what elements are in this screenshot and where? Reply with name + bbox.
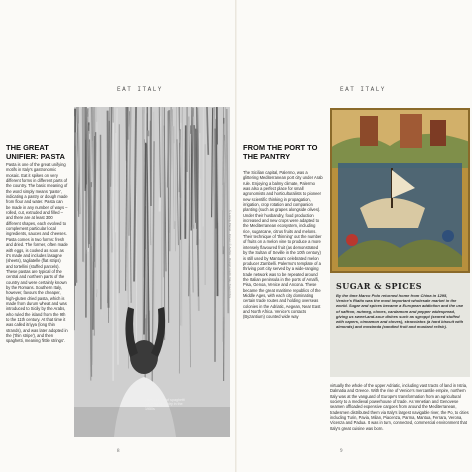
book-gutter	[235, 0, 237, 472]
spaghetti-photo-art	[74, 107, 230, 437]
body-text-trade	[330, 383, 470, 463]
sidebar-box-sugar-spices	[330, 273, 470, 377]
running-head-right: EAT ITALY	[340, 86, 386, 93]
spaghetti-photo	[74, 107, 230, 437]
medieval-painting-art	[330, 108, 470, 273]
section-heading-port: FROM THE PORT TO THE PANTRY	[243, 143, 318, 161]
spaghetti-strand	[74, 146, 75, 331]
body-paragraph: Pasta is one of the great unifying motifs in Italy's gastronomic mosaic. Eat it spikes on very different forms in different parts of the country. The basic meaning of the word simply means 'paste', indicating a pastry or dough made from flour and water. Pasta can be made in any number of ways – rolled, cut, extruded and filled – and there are at least 300 different shapes, each evolved to complement particular local ingredients, sauces and cheeses. Pasta comes in two forms: fresh and dried. The former, often made with eggs, is cooked as soon as it's made and includes lasagne (sheets), tagliatelle (flat strips) and tortellini (stuffed parcels). These pastas are typical of the central and northern parts of the country and were certainly known by the Romans. Southern Italy, however, favours the cheaper, high-gluten dried pasta, which is made from durum wheat and was introduced to Sicily by the Arabs, who ruled the island from the 9th to the 11th century. At that time it was called itriyya (long thin strands), and was later adopted in the ('thin stripe'), and then spaghetti, meaning 'little strings'.	[6, 162, 68, 344]
spaghetti-strand	[174, 143, 175, 221]
body-paragraph: The Sicilian capital, Palermo, was a glittering Mediterranean port city under Arab rule. Enjoying a balmy climate, Palermo was also a perfect place for small agronomists and horticulturalists to pioneer new scientific thinking in propagation, irrigation, crop rotation and companion planting (such as grapes alongside olives). Under their husbandry, food production increased and new crops were adapted to the Mediterranean ecosystem, including rice, sugarcane, citrus fruits and melons. Their technique of 'thinning' out the number of fruits on a melon vine to produce a more intensely flavoured fruit (as demonstrated by the Sultan of Seville in the 10th century) is still used by Mantua's celebrated melon producer Zambelli. Palermo's template of a thriving port city served by a wide-ranging trade network was to be repeated around the Italian peninsula in the ports of Amalfi, Pisa, Genoa, Venice and Ancona. These became the great maritime republics of the Middle Ages, with each city dominating certain trade routes and holding overseas colonies in the Adriatic, Aegean, Near East and North Africa. Venice's contacts (Byzantium) counted wide way	[243, 170, 323, 320]
side-credit: © Lonely Planet · Cover: © Author · Design credit: Italy Travel Pics	[228, 210, 232, 299]
page-number-left: 8	[117, 449, 120, 454]
spaghetti-strand	[162, 107, 163, 326]
spaghetti-strand	[222, 107, 223, 210]
spaghetti-strand	[179, 130, 180, 373]
spaghetti-strand	[185, 125, 186, 238]
body-text-port	[243, 170, 323, 470]
running-head-left: EAT ITALY	[117, 86, 163, 93]
sidebar-title: SUGAR & SPICES	[336, 281, 423, 291]
sidebar-text: By the time Marco Polo returned home from China in 1295, Venice's Rialto was the most important wholesale market in the world. Sugar and spices became a European addiction and the use of saffron, nutmeg, cloves, cardamom and pepper widespread, giving us sweet-and-sour dishes such as sgroppi (seared stuffed with capers, cinnamon and cloves), stracciatos (a hard biscuit with almonds) and mostarda (candied fruit and mustard relish).	[336, 293, 464, 330]
spaghetti-strand	[217, 107, 218, 296]
photo-caption: Above Rows of spaghetti hanging up to dry in the 1950s	[145, 398, 185, 411]
body-text-pasta	[6, 162, 68, 462]
body-paragraph: virtually the whole of the upper Adriatic, including vast tracts of land in Istria, Dalmatia and Greece. With the rise of Venice's mercantile empire, northern Italy was at the vanguard of Europe's transformation from an agricultural society to a medieval powerhouse of trade. As Venetian and Genovese seamen offloaded expensive cargoes from around the Mediterranean, tradesmen distributed them via Italy's largest navigable river, the Po, to cities including Turin, Pavia, Milan, Piacenza, Parma, Mantua, Ferrara, Verona, Vicenza and Padua. It was in turn, connected, commercial environment that Italy's great cuisine was born.	[330, 383, 469, 431]
page-number-right: 9	[340, 449, 343, 454]
medieval-painting	[330, 108, 470, 273]
section-heading-pasta: THE GREAT UNIFIER: PASTA	[6, 143, 65, 161]
